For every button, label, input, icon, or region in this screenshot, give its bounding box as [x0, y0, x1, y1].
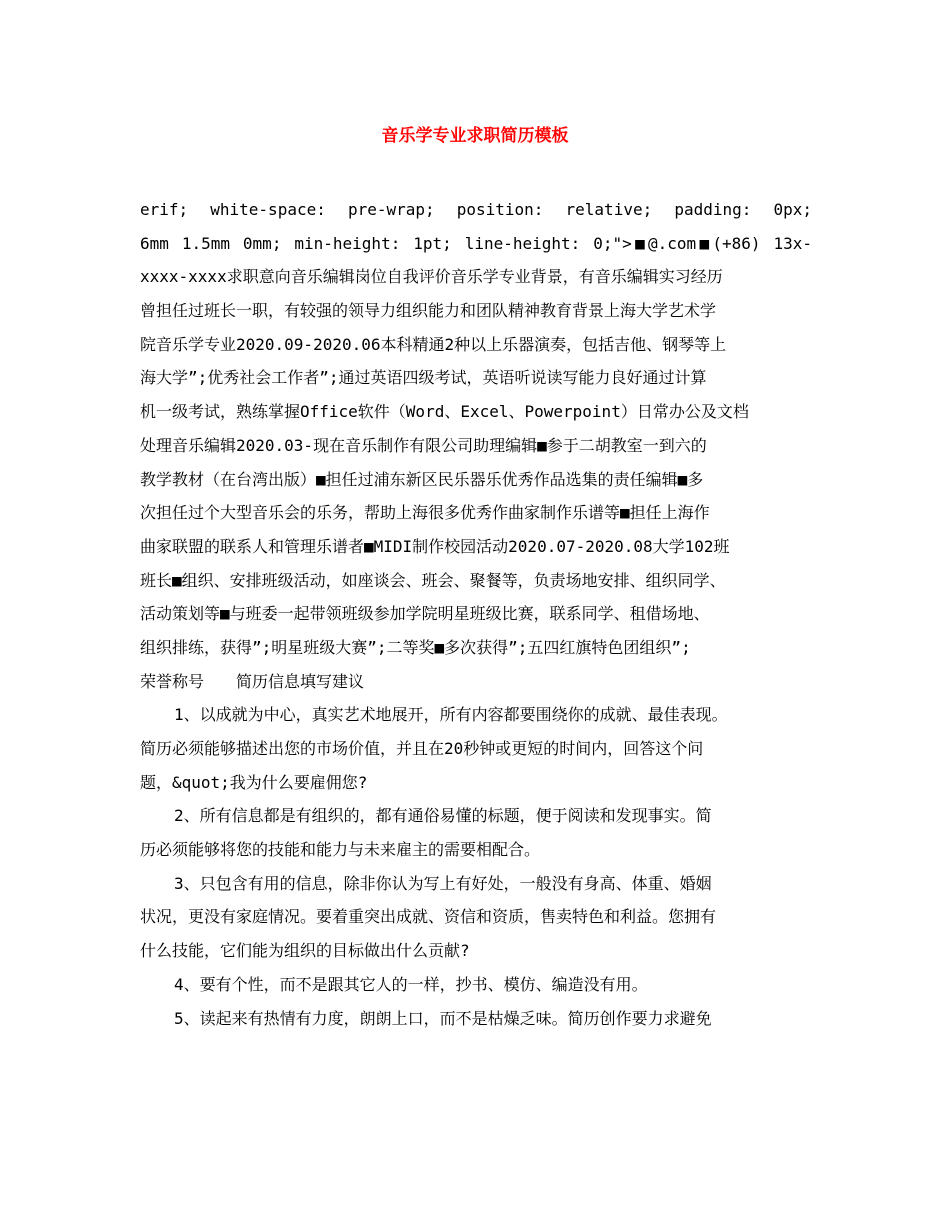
document-body: [140, 193, 812, 1035]
body-line: xxxx-xxxx求职意向音乐编辑岗位自我评价音乐学专业背景，有音乐编辑实习经历: [140, 267, 723, 287]
body-line: 院音乐学专业2020.09-2020.06本科精通2种以上乐器演奏，包括吉他、钢琴等上: [140, 334, 727, 354]
body-line: 题，&quot;我为什么要雇佣您?: [140, 772, 368, 792]
body-line: 曾担任过班长一职，有较强的领导力组织能力和团队精神教育背景上海大学艺术学: [140, 301, 717, 321]
body-line: 组织排练，获得”;明星班级大赛”;二等奖■多次获得”;五四红旗特色团组织”;: [140, 637, 691, 657]
body-line: 海大学”;优秀社会工作者”;通过英语四级考试，英语听说读写能力良好通过计算: [140, 368, 707, 388]
body-line: 什么技能，它们能为组织的目标做出什么贡献?: [140, 941, 470, 961]
body-line: 荣誉称号 简历信息填写建议: [140, 671, 365, 691]
body-line: 班长■组织、安排班级活动，如座谈会、班会、聚餐等，负责场地安排、组织同学、: [140, 570, 726, 590]
body-line: 简历必须能够描述出您的市场价值，并且在20秒钟或更短的时间内，回答这个问: [140, 739, 704, 758]
body-line: erif; white-space: pre-wrap; position: relative; padding: 0px;: [140, 200, 812, 219]
body-line: 机一级考试，熟练掌握Office软件（Word、Excel、Powerpoint）日常办公及文档: [140, 402, 749, 422]
body-line: 2、所有信息都是有组织的，都有通俗易懂的标题，便于阅读和发现事实。简: [174, 806, 712, 826]
body-line: 活动策划等■与班委一起带领班级参加学院明星班级比赛，联系同学、租借场地、: [140, 604, 710, 624]
body-line: 6mm 1.5mm 0mm; min-height: 1pt; line-height: 0;">■@.com■(+86) 13x-: [140, 233, 812, 253]
body-line: 教学教材（在台湾出版）■担任过浦东新区民乐器乐优秀作品选集的责任编辑■多: [140, 469, 704, 489]
body-line: 状况，更没有家庭情况。要着重突出成就、资信和资质，售卖特色和利益。您拥有: [140, 907, 717, 927]
body-line: 5、读起来有热情有力度，朗朗上口，而不是枯燥乏味。简历创作要力求避免: [174, 1008, 712, 1028]
body-line: 次担任过个大型音乐会的乐务，帮助上海很多优秀作曲家制作乐谱等■担任上海作: [140, 503, 710, 523]
body-line: 4、要有个性，而不是跟其它人的一样，抄书、模仿、编造没有用。: [174, 974, 648, 994]
body-line: 历必须能够将您的技能和能力与未来雇主的需要相配合。: [140, 840, 541, 860]
body-line: 3、只包含有用的信息，除非你认为写上有好处，一般没有身高、体重、婚姻: [174, 873, 712, 893]
page-title: 音乐学专业求职简历模板: [381, 126, 569, 146]
body-line: 处理音乐编辑2020.03-现在音乐制作有限公司助理编辑■参于二胡教室一到六的: [140, 435, 707, 455]
body-line: 1、以成就为中心，真实艺术地展开，所有内容都要围绕你的成就、最佳表现。: [174, 705, 728, 725]
body-line: 曲家联盟的联系人和管理乐谱者■MIDI制作校园活动2020.07-2020.08大学102班: [140, 536, 730, 556]
